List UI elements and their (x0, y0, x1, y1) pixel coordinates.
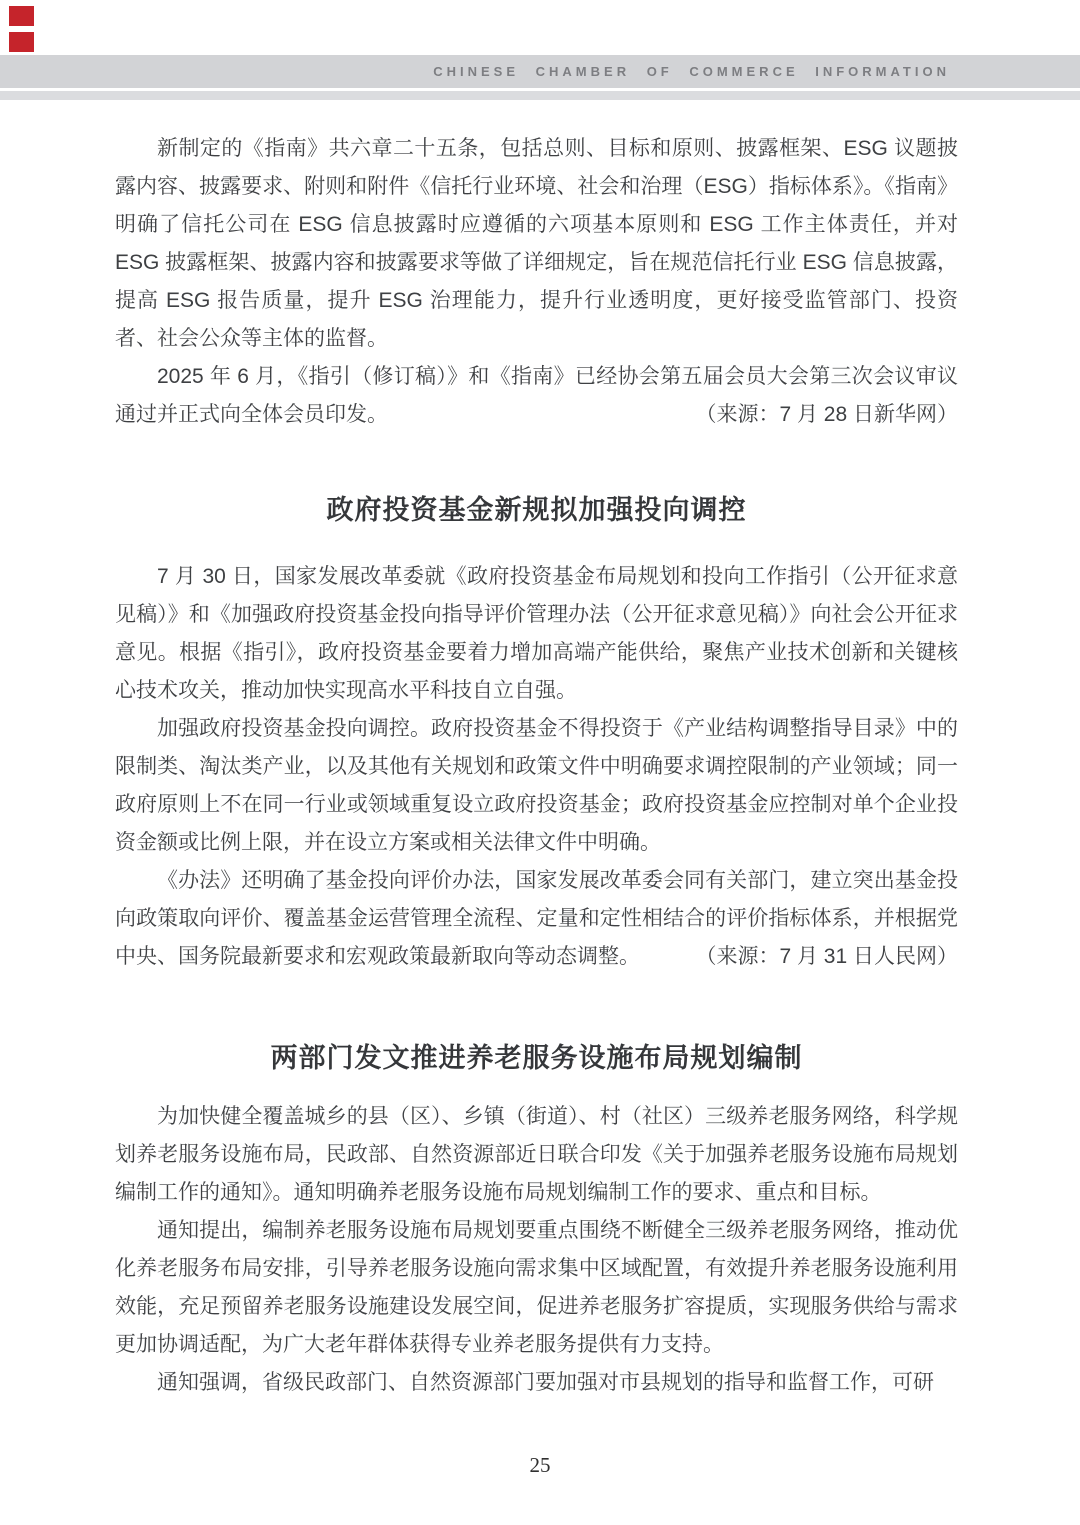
paragraph (115, 1212, 958, 1364)
page-number: 25 (529, 1453, 551, 1477)
red-mark-bottom (9, 32, 34, 52)
red-mark-top (9, 6, 34, 26)
paragraph-text: 加强政府投资基金投向调控。政府投资基金不得投资于《产业结构调整指导目录》中的限制类、淘汰类产业，以及其他有关规划和政策文件中明确要求调控限制的产业领域；同一政府原则上不在同一行业或领域重复设立政府投资基金；政府投资基金应控制对单个企业投资金额或比例上限，并在设立方案或相关法律文件中明确。 (115, 717, 958, 854)
paragraph-text: 7 月 30 日，国家发展改革委就《政府投资基金布局规划和投向工作指引（公开征求意见稿）》和《加强政府投资基金投向指导评价管理办法（公开征求意见稿）》向社会公开征求意见。根据《指引》，政府投资基金要着力增加高端产能供给，聚焦产业技术创新和关键核心技术攻关，推动加快实现高水平科技自立自强。 (115, 565, 958, 702)
source-attribution: （来源：7 月 31 日人民网） (695, 945, 958, 968)
paragraph (115, 862, 958, 976)
paragraph-text: 《办法》还明确了基金投向评价办法，国家发展改革委会同有关部门，建立突出基金投向政策取向评价、覆盖基金运营管理全流程、定量和定性相结合的评价指标体系，并根据党中央、国务院最新要求和宏观政策最新取向等动态调整。 (115, 869, 958, 968)
paragraph (115, 130, 958, 358)
article-title: 政府投资基金新规拟加强投向调控 (326, 495, 747, 525)
article-title: 两部门发文推进养老服务设施布局规划编制 (270, 1043, 803, 1073)
corner-marks (9, 6, 34, 58)
paragraph-text: 通知强调，省级民政部门、自然资源部门要加强对市县规划的指导和监督工作，可研 (157, 1371, 934, 1394)
paragraph-text: 通知提出，编制养老服务设施布局规划要重点围绕不断健全三级养老服务网络，推动优化养老服务布局安排，引导养老服务设施向需求集中区域配置，有效提升养老服务设施利用效能，充足预留养老服务设施建设发展空间，促进养老服务扩容提质，实现服务供给与需求更加协调适配，为广大老年群体获得专业养老服务提供有力支持。 (115, 1219, 958, 1356)
paragraph (115, 1098, 958, 1212)
header-banner-rule (0, 91, 1080, 100)
paragraph (115, 710, 958, 862)
paragraph-text: 新制定的《指南》共六章二十五条，包括总则、目标和原则、披露框架、ESG 议题披露内容、披露要求、附则和附件《信托行业环境、社会和治理（ESG）指标体系》。《指南》明确了信托公司在 ESG 信息披露时应遵循的六项基本原则和 ESG 工作主体责任，并对 ESG 披露框架、披露内容和披露要求等做了详细规定，旨在规范信托行业 ESG 信息披露，提高 ESG 报告质量，提升 ESG 治理能力，提升行业透明度，更好接受监管部门、投资者、社会公众等主体的监督。 (115, 137, 958, 350)
paragraph (115, 558, 958, 710)
paragraph (115, 358, 958, 434)
header-banner-text: CHINESE CHAMBER OF COMMERCE INFORMATION (433, 64, 950, 79)
paragraph-text: 为加快健全覆盖城乡的县（区）、乡镇（街道）、村（社区）三级养老服务网络，科学规划养老服务设施布局，民政部、自然资源部近日联合印发《关于加强养老服务设施布局规划编制工作的通知》。通知明确养老服务设施布局规划编制工作的要求、重点和目标。 (115, 1105, 958, 1204)
page-content (115, 130, 958, 1402)
header-banner (0, 55, 1080, 88)
paragraph-text: 2025 年 6 月，《指引（修订稿）》和《指南》已经协会第五届会员大会第三次会议审议通过并正式向全体会员印发。 (115, 365, 958, 426)
paragraph (115, 1364, 958, 1402)
source-attribution: （来源：7 月 28 日新华网） (695, 403, 958, 426)
